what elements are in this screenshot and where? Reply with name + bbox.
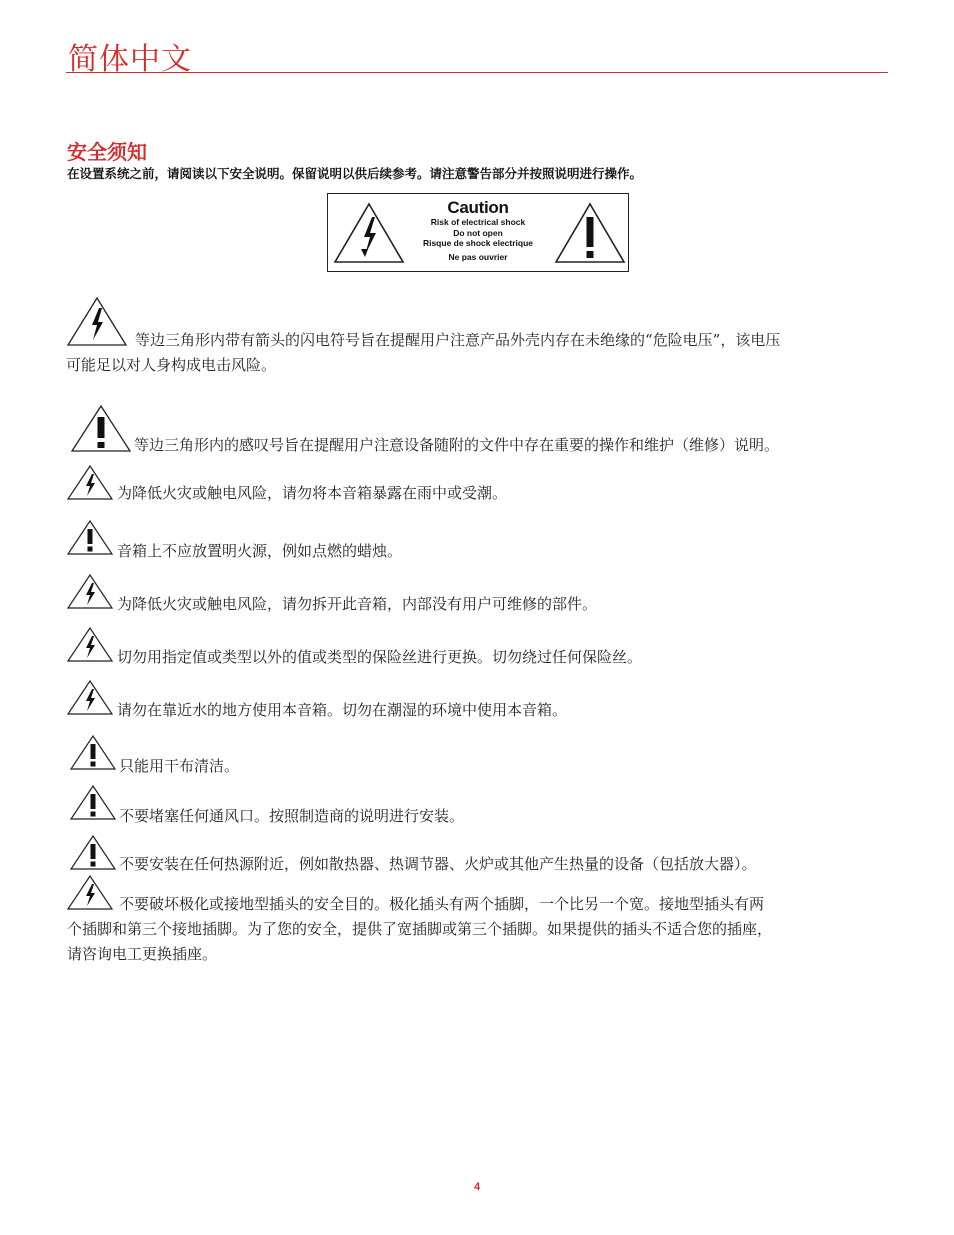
warning-text: 音箱上不应放置明火源，例如点燃的蜡烛。 — [117, 542, 403, 560]
warning-text: 切勿用指定值或类型以外的值或类型的保险丝进行更换。切勿绕过任何保险丝。 — [117, 648, 643, 666]
exclamation-triangle-icon — [66, 519, 114, 557]
page-number: 4 — [473, 1181, 481, 1193]
warning-text: 为降低火灾或触电风险，请勿将本音箱暴露在雨中或受潮。 — [117, 484, 508, 502]
caution-line: Do not open — [453, 227, 503, 238]
lightning-triangle-icon — [333, 201, 405, 265]
warning-text: 只能用干布清洁。 — [119, 757, 240, 775]
warning-text: 请勿在靠近水的地方使用本音箱。切勿在潮湿的环境中使用本音箱。 — [117, 701, 568, 719]
caution-line: Ne pas ouvrier — [448, 251, 508, 262]
exclamation-triangle-icon — [554, 201, 626, 265]
language-title: 简体中文 — [68, 42, 192, 77]
explanation-text: 等边三角形内的感叹号旨在提醒用户注意设备随附的文件中存在重要的操作和维护（维修）说明。 — [134, 436, 780, 454]
intro-text: 在设置系统之前，请阅读以下安全说明。保留说明以供后续参考。请注意警告部分并按照说明进行操作。 — [67, 166, 643, 181]
caution-heading: Caution — [447, 198, 509, 217]
explanation-text: 等边三角形内带有箭头的闪电符号旨在提醒用户注意产品外壳内存在未绝缘的“危险电压”，该电压 — [135, 331, 781, 349]
exclamation-triangle-icon — [69, 784, 117, 822]
caution-text — [408, 198, 548, 262]
warning-text: 为降低火灾或触电风险，请勿拆开此音箱，内部没有用户可维修的部件。 — [117, 595, 598, 613]
caution-line: Risk of electrical shock — [430, 217, 526, 227]
caution-label — [327, 193, 629, 272]
lightning-triangle-icon — [66, 626, 114, 664]
title-divider — [66, 72, 888, 73]
lightning-triangle-icon — [66, 679, 114, 717]
caution-line: Risque de shock electrique — [422, 238, 534, 248]
section-title: 安全须知 — [67, 140, 147, 164]
exclamation-triangle-icon — [69, 834, 117, 872]
exclamation-triangle-icon — [70, 404, 132, 454]
lightning-triangle-icon — [66, 573, 114, 611]
warning-text: 个插脚和第三个接地插脚。为了您的安全，提供了宽插脚或第三个插脚。如果提供的插头不适合您的插座， — [67, 920, 773, 938]
explanation-text: 可能足以对人身构成电击风险。 — [66, 356, 277, 374]
exclamation-triangle-icon — [69, 734, 117, 772]
warning-text: 不要安装在任何热源附近，例如散热器、热调节器、火炉或其他产生热量的设备（包括放大器）。 — [119, 855, 757, 873]
lightning-triangle-icon — [66, 464, 114, 502]
warning-text: 请咨询电工更换插座。 — [67, 945, 218, 963]
warning-text: 不要堵塞任何通风口。按照制造商的说明进行安装。 — [119, 807, 465, 825]
warning-text: 不要破坏极化或接地型插头的安全目的。极化插头有两个插脚，一个比另一个宽。接地型插头有两 — [119, 895, 765, 913]
